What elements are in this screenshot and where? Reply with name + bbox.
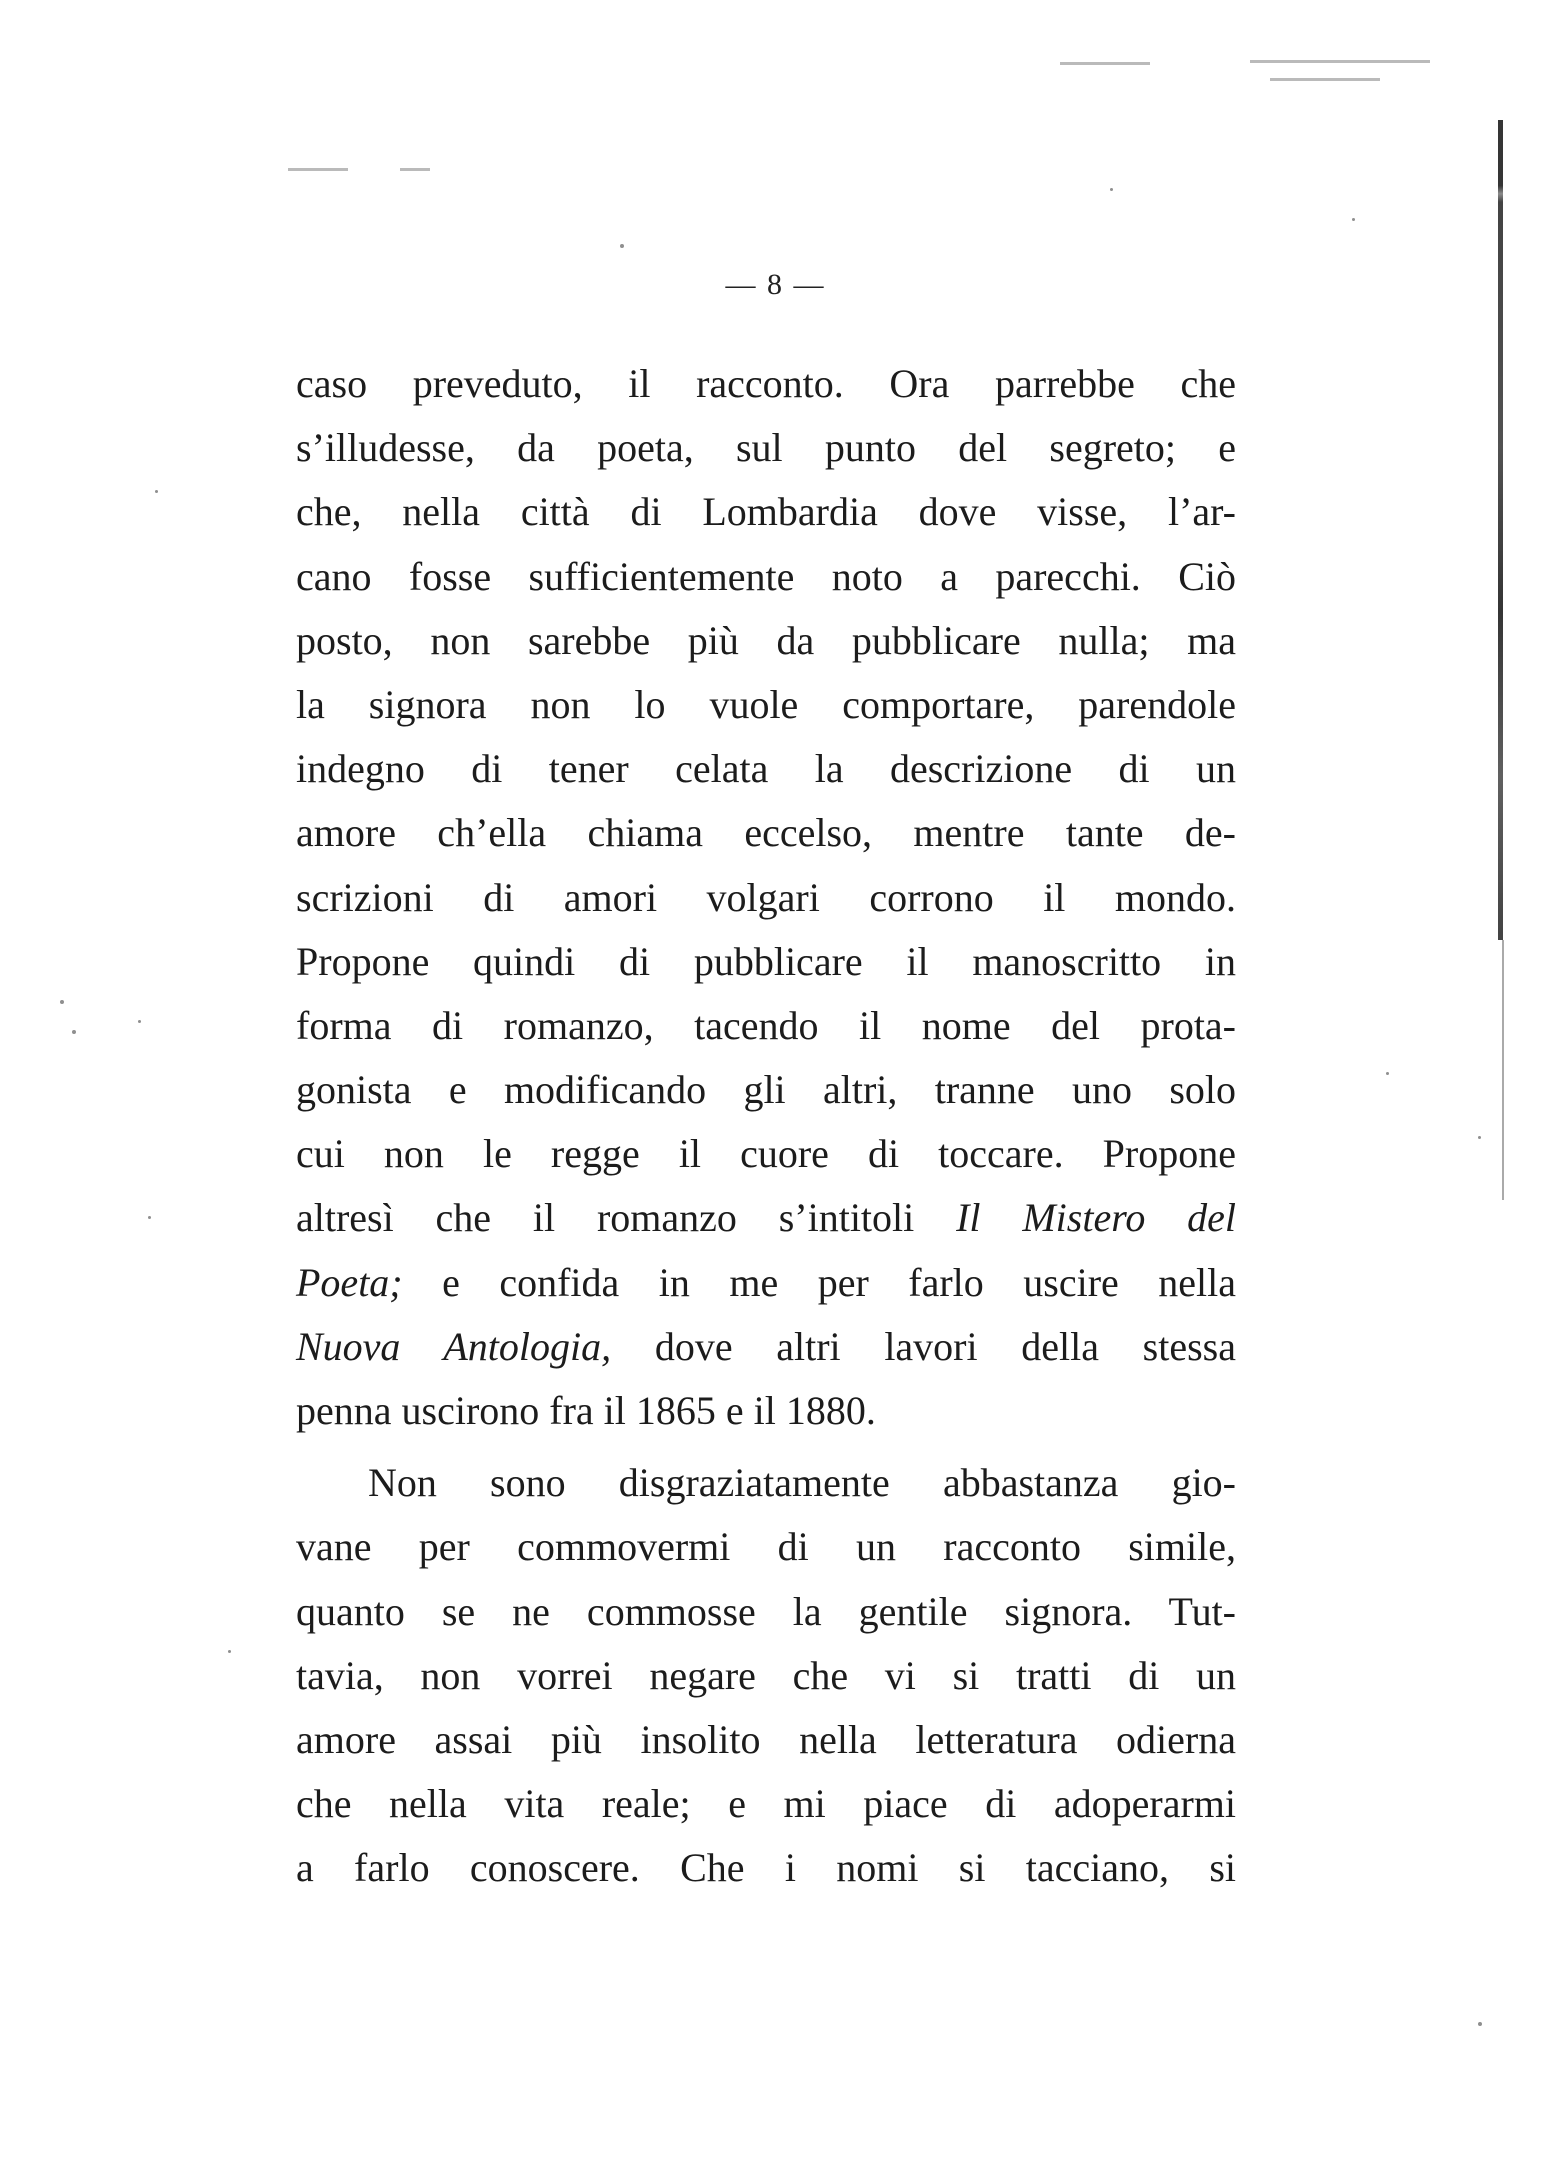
line-text: tavia, non vorrei negare che vi si tratti di un bbox=[296, 1652, 1236, 1698]
binding-edge-shadow bbox=[1498, 120, 1503, 940]
scan-speck bbox=[155, 490, 158, 493]
line-text: Propone quindi di pubblicare il manoscritto in bbox=[296, 938, 1236, 984]
scan-speck bbox=[72, 1030, 76, 1034]
scan-speck bbox=[1110, 188, 1113, 191]
line-text: caso preveduto, il racconto. Ora parrebbe che bbox=[296, 361, 1236, 406]
scan-smudge bbox=[288, 168, 348, 171]
text-line bbox=[296, 930, 1236, 994]
text-line bbox=[296, 801, 1236, 865]
text-line bbox=[296, 1644, 1236, 1708]
binding-edge-shadow-lower bbox=[1502, 940, 1504, 1200]
scan-speck bbox=[148, 1216, 151, 1219]
text-line bbox=[296, 1379, 1236, 1443]
scan-speck bbox=[1478, 2022, 1482, 2026]
line-text: scrizioni di amori volgari corrono il mondo. bbox=[296, 874, 1236, 920]
text-line bbox=[296, 1251, 1236, 1315]
text-line bbox=[296, 1580, 1236, 1644]
scan-speck bbox=[228, 1650, 231, 1653]
line-text: quanto se ne commosse la gentile signora. Tut- bbox=[296, 1588, 1236, 1634]
text-line bbox=[296, 1708, 1236, 1772]
page-number: — 8 — bbox=[725, 268, 826, 301]
text-line bbox=[296, 416, 1236, 480]
line-text: che, nella città di Lombardia dove visse, l’ar- bbox=[296, 489, 1236, 535]
text-line bbox=[296, 673, 1236, 737]
line-text: che nella vita reale; e mi piace di adoperarmi bbox=[296, 1781, 1236, 1827]
line-text: a farlo conoscere. Che i nomi si tacciano, si bbox=[296, 1845, 1236, 1891]
text-line bbox=[296, 737, 1236, 801]
scan-smudge bbox=[1270, 78, 1380, 81]
line-text: cui non le regge il cuore di toccare. Propone bbox=[296, 1131, 1236, 1177]
line-text: Non sono disgraziatamente abbastanza gio- bbox=[368, 1460, 1236, 1506]
scan-speck bbox=[1478, 1136, 1481, 1139]
text-line bbox=[296, 1315, 1236, 1379]
line-text: cano fosse sufficientemente noto a parecchi. Ciò bbox=[296, 553, 1236, 599]
text-line bbox=[296, 1772, 1236, 1836]
line-text: la signora non lo vuole comportare, parendole bbox=[296, 681, 1236, 727]
italic-title: Il Mistero del bbox=[956, 1195, 1237, 1241]
line-text: s’illudesse, da poeta, sul punto del segreto; e bbox=[296, 425, 1236, 471]
line-text: altresì che il romanzo s’intitoli bbox=[296, 1195, 957, 1241]
text-line bbox=[296, 994, 1236, 1058]
text-line bbox=[296, 866, 1236, 930]
italic-title: Poeta; bbox=[296, 1259, 403, 1305]
text-line bbox=[296, 1186, 1236, 1250]
text-line bbox=[296, 1836, 1236, 1900]
text-line bbox=[296, 480, 1236, 544]
line-text: amore ch’ella chiama eccelso, mentre tante de- bbox=[296, 810, 1236, 856]
line-text: gonista e modificando gli altri, tranne uno solo bbox=[296, 1067, 1236, 1113]
scan-speck bbox=[620, 244, 624, 248]
scan-smudge bbox=[400, 168, 430, 171]
scan-speck bbox=[60, 1000, 64, 1004]
line-text: penna uscirono fra il 1865 e il 1880. bbox=[296, 1388, 876, 1433]
text-line bbox=[296, 1058, 1236, 1122]
line-text: posto, non sarebbe più da pubblicare nulla; ma bbox=[296, 617, 1236, 663]
scan-speck bbox=[1386, 1072, 1389, 1075]
text-line bbox=[296, 352, 1236, 416]
scan-speck bbox=[138, 1020, 141, 1023]
scan-smudge bbox=[1060, 62, 1150, 65]
text-line bbox=[296, 1122, 1236, 1186]
text-line bbox=[296, 609, 1236, 673]
scan-speck bbox=[1352, 218, 1355, 221]
text-line bbox=[296, 1515, 1236, 1579]
body-text bbox=[296, 352, 1236, 1901]
text-line bbox=[296, 545, 1236, 609]
scan-smudge bbox=[1250, 60, 1430, 63]
line-text: forma di romanzo, tacendo il nome del prota- bbox=[296, 1002, 1236, 1048]
italic-title: Nuova Antologia, bbox=[296, 1323, 612, 1369]
text-line bbox=[296, 1451, 1236, 1515]
line-text: vane per commovermi di un racconto simile, bbox=[296, 1524, 1236, 1570]
line-text: e confida in me per farlo uscire nella bbox=[402, 1259, 1236, 1305]
line-text: amore assai più insolito nella letteratura odierna bbox=[296, 1716, 1236, 1762]
line-text: indegno di tener celata la descrizione di un bbox=[296, 746, 1236, 792]
line-text: dove altri lavori della stessa bbox=[611, 1323, 1236, 1369]
